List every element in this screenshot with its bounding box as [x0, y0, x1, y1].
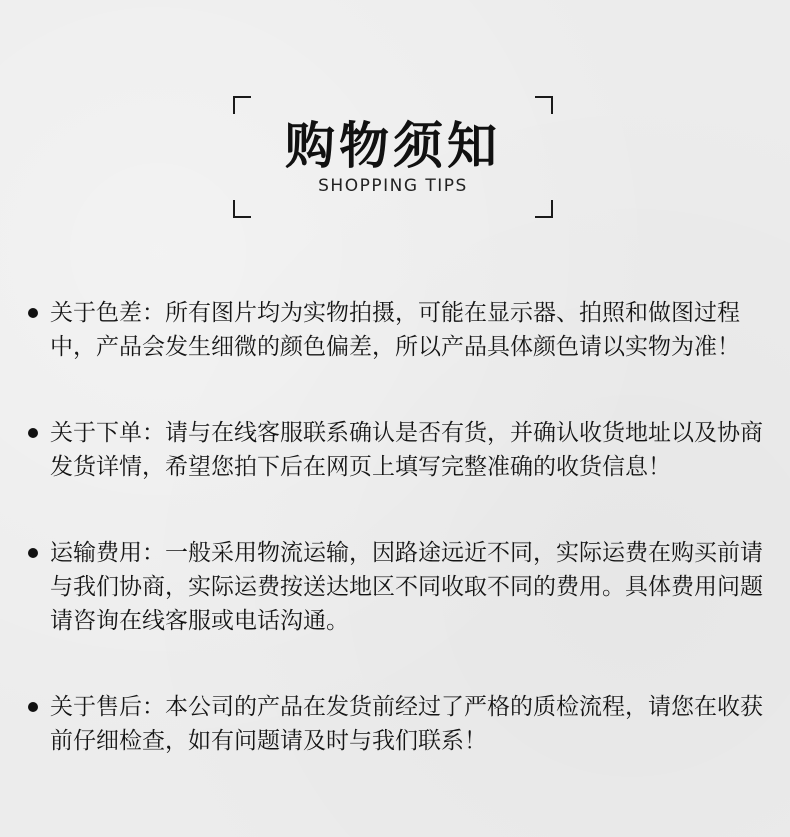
bullet-icon	[28, 548, 38, 558]
tip-text: 关于下单：请与在线客服联系确认是否有货，并确认收货地址以及协商发货详情，希望您拍下后在网页上填写完整准确的收货信息！	[50, 420, 763, 480]
tip-item-color-difference	[28, 296, 772, 364]
tip-text: 运输费用：一般采用物流运输，因路途远近不同，实际运费在购买前请与我们协商，实际运费按送达地区不同收取不同的费用。具体费用问题请咨询在线客服或电话沟通。	[50, 540, 763, 634]
tip-text: 关于色差：所有图片均为实物拍摄，可能在显示器、拍照和做图过程中，产品会发生细微的颜色偏差，所以产品具体颜色请以实物为准！	[50, 300, 740, 360]
bullet-icon	[28, 702, 38, 712]
corner-top-right	[535, 96, 553, 114]
bullet-icon	[28, 428, 38, 438]
bullet-icon	[28, 308, 38, 318]
header-frame	[233, 96, 553, 218]
tip-item-ordering	[28, 416, 772, 484]
corner-top-left	[233, 96, 251, 114]
corner-bottom-left	[233, 200, 251, 218]
tip-text: 关于售后：本公司的产品在发货前经过了严格的质检流程，请您在收获前仔细检查，如有问题请及时与我们联系！	[50, 694, 763, 754]
page-subtitle: SHOPPING TIPS	[318, 176, 468, 196]
tip-item-after-sales	[28, 690, 772, 758]
tip-item-shipping-fee	[28, 536, 772, 638]
tips-list	[28, 296, 772, 758]
page-title: 购物须知	[285, 117, 501, 175]
corner-bottom-right	[535, 200, 553, 218]
